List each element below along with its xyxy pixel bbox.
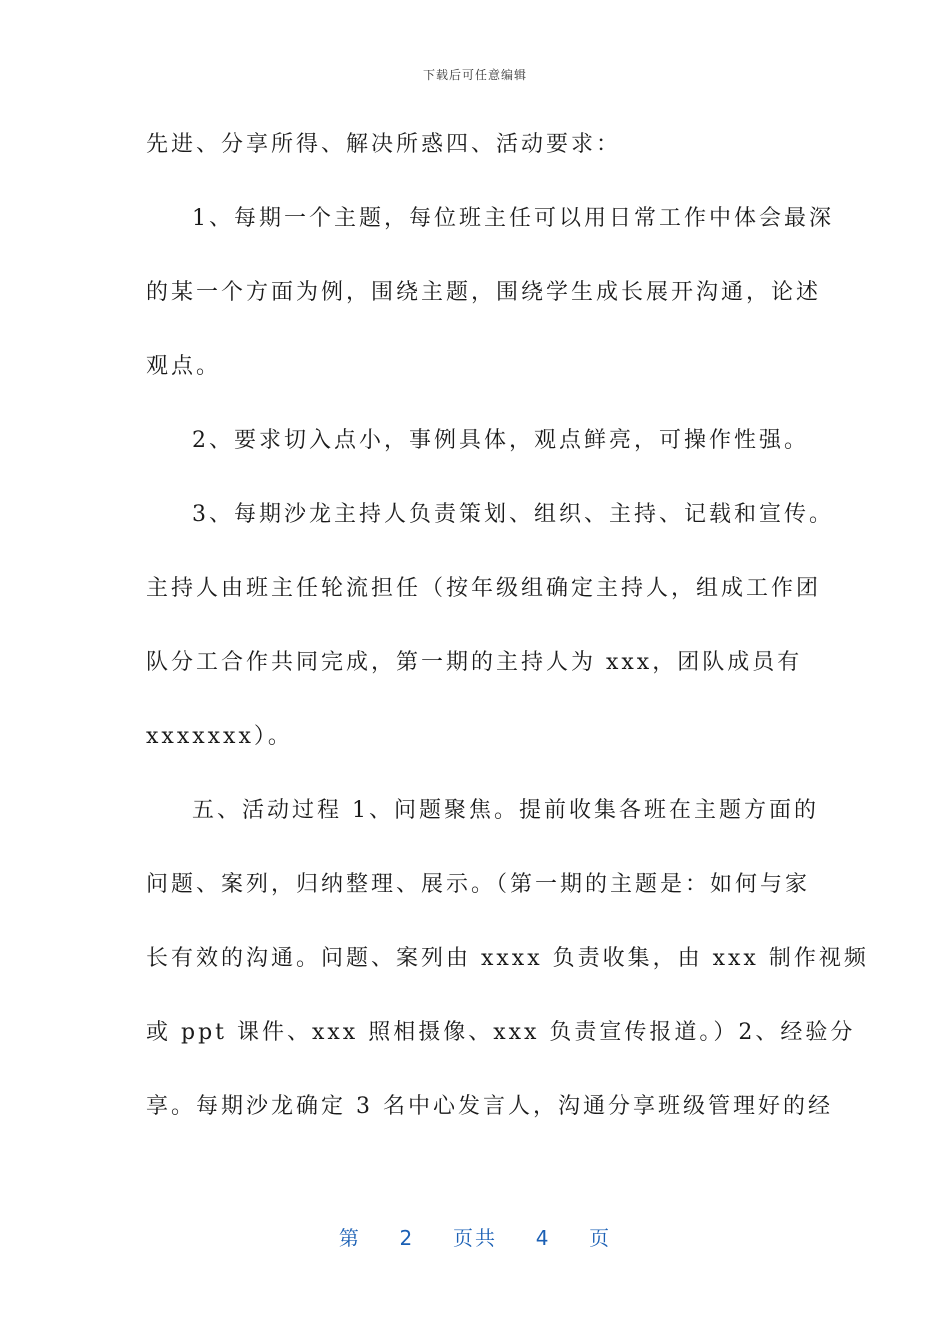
- text-line: 五、活动过程 1、问题聚焦。提前收集各班在主题方面的: [192, 798, 819, 823]
- text-line: 1、每期一个主题，每位班主任可以用日常工作中体会最深: [192, 206, 834, 231]
- footer-prefix: 第: [338, 1226, 361, 1250]
- text-line: 观点。: [146, 354, 222, 379]
- text-line: 主持人由班主任轮流担任（按年级组确定主持人，组成工作团: [146, 576, 822, 601]
- text-line: 或 ppt 课件、xxx 照相摄像、xxx 负责宣传报道。）2、经验分: [146, 1020, 856, 1045]
- text-line: 长有效的沟通。问题、案列由 xxxx 负责收集，由 xxx 制作视频: [146, 946, 869, 971]
- text-line: 2、要求切入点小，事例具体，观点鲜亮，可操作性强。: [192, 428, 809, 453]
- text-line: 3、每期沙龙主持人负责策划、组织、主持、记载和宣传。: [192, 502, 834, 527]
- document-body: [146, 108, 869, 1144]
- page-total: 4: [535, 1226, 551, 1250]
- text-line: 的某一个方面为例，围绕主题，围绕学生成长展开沟通，论述: [146, 280, 822, 305]
- footer-middle: 页共: [453, 1226, 497, 1250]
- page-number: 2: [399, 1226, 415, 1250]
- footer-suffix: 页: [589, 1226, 612, 1250]
- text-line: 先进、分享所得、解决所惑四、活动要求：: [146, 132, 622, 157]
- text-line: xxxxxxx）。: [146, 724, 293, 749]
- text-line: 队分工合作共同完成，第一期的主持人为 xxx，团队成员有: [146, 650, 803, 675]
- text-line: 问题、案列，归纳整理、展示。（第一期的主题是：如何与家: [146, 872, 811, 897]
- page-footer: [0, 1222, 950, 1251]
- page-header: 下载后可任意编辑: [422, 68, 527, 82]
- text-line: 享。每期沙龙确定 3 名中心发言人，沟通分享班级管理好的经: [146, 1094, 833, 1119]
